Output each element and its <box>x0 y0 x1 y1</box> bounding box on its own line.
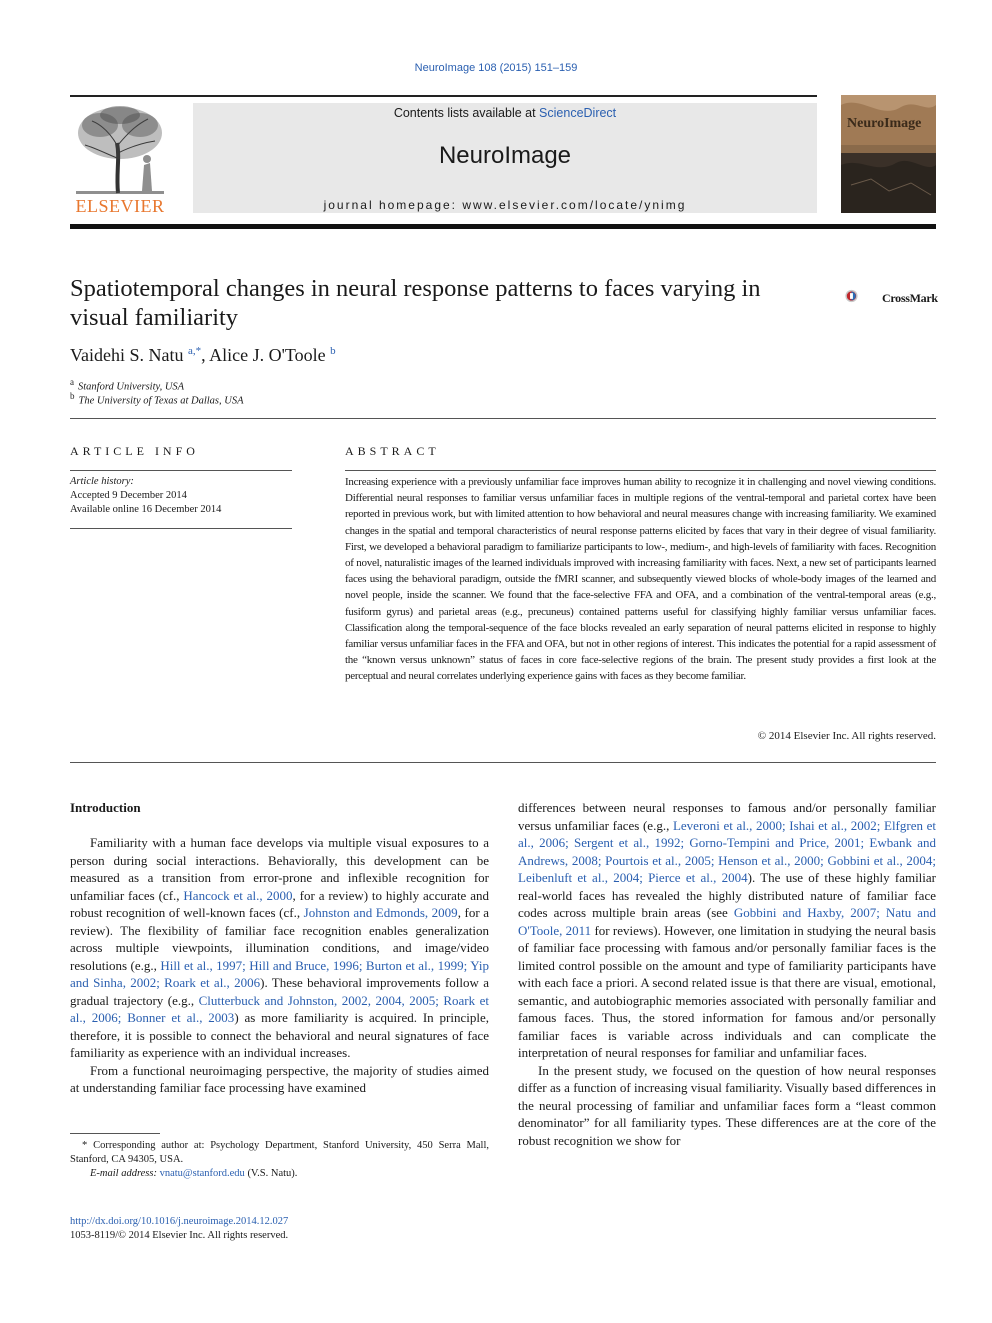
crossmark-label[interactable]: CrossMark <box>882 291 938 305</box>
accepted-date: Accepted 9 December 2014 <box>70 490 187 501</box>
crossmark-icon[interactable] <box>845 278 881 314</box>
citation-link[interactable]: Hancock et al., 2000 <box>183 887 293 903</box>
citation-link[interactable]: Leveroni et al., 2000; Ishai et al., 2002; Elfgren et al., 2006; Sergent et al., 1992; Gorno-Tempini and Price, 2001; Ewbank and Andrews, 2008; Pourtois et al., 2005; Henson et al., 2000; Gobbini et al., 2004; Leibenluft et al., 2004; Pierce et al., 2004 <box>518 817 936 885</box>
section-divider <box>70 418 936 419</box>
body-paragraph: In the present study, we focused on the question of how neural responses differ as a function of increasing visual familiarity. Visually based differences in the neural processing of familiar and unfamiliar faces form a “least common denominator” for all familiarity types. These differences are at the core of the robust recognition we show for <box>518 1062 936 1148</box>
journal-citation[interactable]: NeuroImage 108 (2015) 151–159 <box>414 62 578 74</box>
online-date: Available online 16 December 2014 <box>70 504 222 515</box>
section-divider <box>70 762 936 763</box>
journal-homepage[interactable]: journal homepage: www.elsevier.com/locate/ynimg <box>323 198 687 212</box>
abstract-copyright: © 2014 Elsevier Inc. All rights reserved. <box>757 730 936 742</box>
body-column-right <box>518 799 936 1149</box>
author-email-link[interactable]: vnatu@stanford.edu <box>159 1168 245 1179</box>
issn-copyright: 1053-8119/© 2014 Elsevier Inc. All rights reserved. <box>70 1230 289 1241</box>
elsevier-wordmark: ELSEVIER <box>75 196 165 216</box>
author-name[interactable]: Alice J. O'Toole <box>209 345 326 365</box>
body-text-run: Familiarity with a human face develops via multiple visual exposures to a person during social interactions. Behaviorally, this development can be measured as a transition from error-prone and inflexible recognition for unfamiliar faces (cf., <box>70 835 489 903</box>
body-text-run: for reviews). However, one limitation in studying the neural basis of familiar face processing with famous and/or personally familiar faces is the limited control possible on the amount and type of familiarity participants have with each face a priori. A second related issue is that there are visual, emotional, semantic, and autobiographic memories associated with personally familiar and famous faces. Thus, the stored information for famous and/or personally familiar faces is variable across individuals and can complicate the interpretation of neural responses for familiar and unfamiliar faces. <box>518 922 936 1060</box>
journal-name: NeuroImage <box>438 142 572 169</box>
body-text-run: ). The use of these highly familiar real-world faces has revealed the highly distributed nature of familiar face codes across multiple brain areas (see <box>518 870 937 920</box>
article-info-rule <box>70 470 292 471</box>
article-info-heading: ARTICLE INFO <box>70 444 199 458</box>
header-bottom-rule <box>70 224 936 229</box>
body-paragraph <box>70 834 489 1062</box>
footnote-rule <box>70 1133 160 1134</box>
body-text-run: differences between neural responses to famous and/or personally familiar versus unfamiliar faces (e.g., <box>518 800 936 833</box>
corresponding-author-footnote: * Corresponding author at: Psychology Department, Stanford University, 450 Serra Mall, Stanford, CA 94305, USA. E-mail address: vnatu@stanford.edu (V.S. Natu). <box>70 1140 490 1179</box>
affiliation-item: $^b$ The University of Texas at Dallas, USA <box>70 391 244 407</box>
affiliation-item: $^a$ Stanford University, USA <box>70 377 185 393</box>
article-history-label: Article history: <box>70 476 134 487</box>
contents-availability: Contents lists available at ScienceDirect <box>393 106 617 120</box>
body-text-run: ) as more familiarity is acquired. In principle, therefore, it is possible to connect the behavioral and neural signatures of face familiarity as experience with an individual increases. <box>70 1010 489 1060</box>
author-affiliation-marker[interactable]: b <box>330 345 336 357</box>
article-info-rule <box>70 528 292 529</box>
body-paragraph: From a functional neuroimaging perspective, the majority of studies aimed at understanding familiar face processing have examined <box>70 1062 489 1095</box>
author-affiliation-marker[interactable]: a,* <box>187 345 202 357</box>
article-title: Spatiotemporal changes in neural response patterns to faces varying in visual familiarity <box>70 275 761 331</box>
citation-link[interactable]: Hill et al., 1997; Hill and Bruce, 1996; Burton et al., 1999; Yip and Sinha, 2002; Roark et al., 2006 <box>70 957 489 990</box>
introduction-heading: Introduction <box>70 800 141 815</box>
citation-link[interactable]: Johnston and Edmonds, 2009 <box>303 905 458 920</box>
body-text-run: ). These behavioral improvements follow a gradual trajectory (e.g., <box>70 975 489 1008</box>
body-column-left <box>70 834 489 1097</box>
abstract-heading: ABSTRACT <box>345 444 440 458</box>
body-text-run: , for a review) to highly accurate and robust recognition of well-known faces (cf., <box>70 887 489 920</box>
journal-cover-thumbnail[interactable] <box>841 95 936 213</box>
svg-text:NeuroImage: NeuroImage <box>847 116 922 131</box>
citation-link[interactable]: Gobbini and Haxby, 2007; Natu and O'Toole, 2011 <box>518 905 936 938</box>
abstract-text: Increasing experience with a previously unfamiliar face improves human ability to recognize it in challenging and novel viewing conditions. Differential neural responses to familiar versus unfamiliar faces in multiple regions of the ventral-temporal and parietal cortex have been reported in previous work, but with limited attention to how behavioral and neural measures change with increasing familiarity. We examined changes in the spatial and temporal characteristics of neural response patterns elicited by faces that vary in their degree of visual familiarity. First, we developed a behavioral paradigm to familiarize participants to low-, medium-, and high-levels of familiarity with faces. Recognition of novel, naturalistic images of the learned individuals improved with increasing familiarity with faces. Next, a new set of participants learned faces using the behavioral paradigm, outside the fMRI scanner, and subsequently viewed blocks of whole-body images of the learned and novel people, inside the scanner. We found that the face-selective FFA and OFA, and a combination of the ventral-temporal areas (e.g., fusiform gyrus) and parietal areas (e.g., precuneus) contained patterns useful for classifying highly familiar versus unfamiliar faces. Classification along the temporal-sequence of the face blocks revealed an early separation of neural patterns elicited in response to highly familiar versus unfamiliar faces in the FFA and OFA, but not in other regions of interest. This indicates the potential for a rapid assessment of the “known versus unknown” status of faces in core face-selective regions of the brain. The present study provides a first look at the perceptual and neural correlates underlying experience gains with faces as they become familiar. <box>345 476 936 683</box>
author-list: Vaidehi S. Natu $^{a,*}$, Alice J. O'Toole $^b$ <box>70 345 336 365</box>
body-paragraph <box>518 799 936 1062</box>
abstract-rule <box>345 470 936 471</box>
author-name[interactable]: Vaidehi S. Natu <box>70 345 184 365</box>
doi-link[interactable]: http://dx.doi.org/10.1016/j.neuroimage.2014.12.027 <box>70 1216 289 1227</box>
body-text-run: , for a review). The flexibility of familiar face recognition enables generalization across multiple viewpoints, illumination conditions, and image/video resolutions (e.g., <box>70 905 489 973</box>
sciencedirect-link[interactable]: ScienceDirect <box>539 106 617 120</box>
header-top-rule <box>70 95 817 97</box>
citation-link[interactable]: Clutterbuck and Johnston, 2002, 2004, 2005; Roark et al., 2006; Bonner et al., 2003 <box>70 992 489 1025</box>
